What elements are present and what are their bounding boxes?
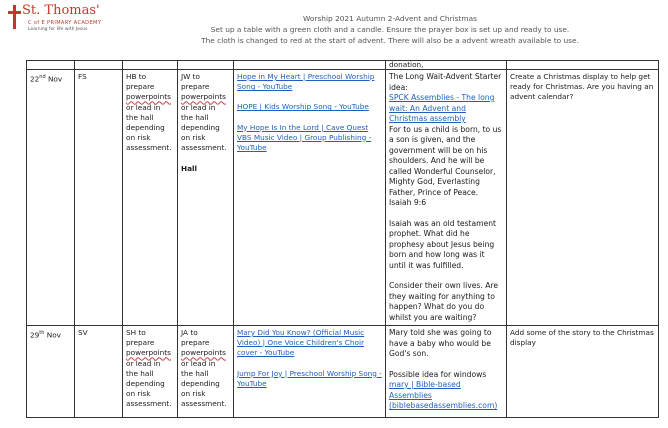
action-cell: Add some of the story to the Christmas display xyxy=(507,326,659,418)
leader-cell: SV xyxy=(75,326,123,418)
presenter-cell: JA to prepare powerpoints or lead in the hall depending on risk assessment. xyxy=(178,326,234,418)
song-link[interactable]: Mary Did You Know? (Official Music Video) | One Voice Children's Choir cover - YouTube xyxy=(237,328,365,358)
song-link[interactable]: HOPE | Kids Worship Song - YouTube xyxy=(237,102,369,112)
leader-cell: FS xyxy=(75,70,123,326)
table-row xyxy=(27,70,659,326)
assembly-link[interactable]: SPCK Assemblies - The long wait: An Advent and Christmas assembly xyxy=(389,93,495,123)
song-link[interactable]: Jump For Joy | Preschool Worship Song - YouTube xyxy=(237,368,382,388)
songs-cell xyxy=(234,70,386,326)
presenter-cell: SH to prepare powerpoints or lead in the hall depending on risk assessment. xyxy=(123,326,178,418)
notes-cell: Mary told she was going to have a baby who would be God's son. Possible idea for windows mary | Bible-based Assemblies (biblebasedassemblies.com) xyxy=(386,326,507,418)
logo-tagline: Learning for life with Jesus xyxy=(28,27,88,32)
notes-cell: The Long Wait-Advent Starter idea: SPCK Assemblies - The long wait: An Advent and Christmas assembly For to us a child is born, to us a son is given, and the government will be on his shoulders. And he will be called Wonderful Counselor, Mighty God, Everlasting Father, Prince of Peace. Isaiah 9:6 Isaiah was an old testament prophet. What did he prophesy about Jesus being born and how long was it until it was fulfilled. Consider their own lives. Are they waiting for anything to happen? What do you do whilst you are waiting? xyxy=(386,70,507,326)
presenter-cell: HB to prepare powerpoints or lead in the hall depending on risk assessment. xyxy=(123,70,178,326)
header-title: Worship 2021 Autumn 2-Advent and Christmas xyxy=(303,14,477,23)
songs-cell xyxy=(234,326,386,418)
worship-table xyxy=(26,60,659,418)
presenter-cell: JW to prepare powerpoints or lead in the hall depending on risk assessment. Hall xyxy=(178,70,234,326)
table-row xyxy=(27,61,659,70)
header-instructions-1: Set up a table with a green cloth and a candle. Ensure the prayer box is set up and ready to use. xyxy=(210,25,570,34)
document-header xyxy=(120,13,660,46)
location-label: Hall xyxy=(181,163,198,173)
action-cell: Create a Christmas display to help get ready for Christmas. Are you having an advent calendar? xyxy=(507,70,659,326)
song-link[interactable]: My Hope Is In the Lord | Cave Quest VBS Music Video | Group Publishing - YouTube xyxy=(237,122,372,153)
date-cell: 22nd Nov xyxy=(27,70,75,326)
table-row xyxy=(27,326,659,418)
logo-subtitle: C of E PRIMARY ACADEMY xyxy=(28,20,102,26)
school-logo xyxy=(6,3,106,37)
logo-name: St. Thomas' xyxy=(22,3,100,18)
notes-fragment: donation, xyxy=(386,61,507,70)
header-instructions-2: The cloth is changed to red at the start of advent. There will also be a advent wreath available to use. xyxy=(201,36,579,45)
date-cell: 29th Nov xyxy=(27,326,75,418)
song-link[interactable]: Hope in My Heart | Preschool Worship Song - YouTube xyxy=(237,72,375,92)
assembly-link[interactable]: mary | Bible-based Assemblies (biblebasedassemblies.com) xyxy=(389,380,498,410)
